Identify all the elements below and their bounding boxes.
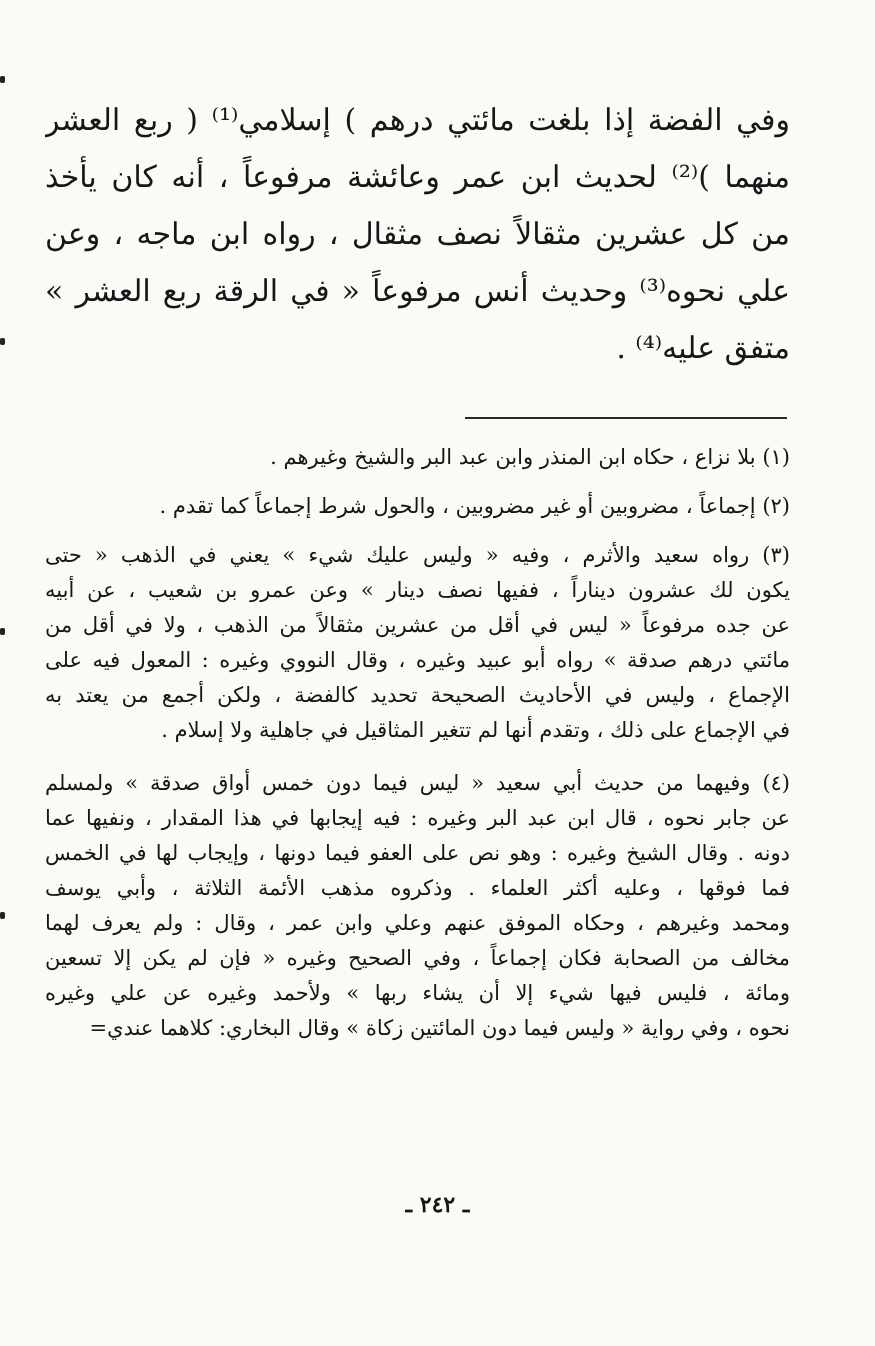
footnote-line: (٤) وفيهما من حديث أبي سعيد « ليس فيما دون خمس أواق صدقة » ولمسلم [45,771,790,795]
footnote-line: الإجماع ، وليس في الأحاديث الصحيحة تحديد كالفضة ، ولكن أجمع من يعتد به [45,683,790,707]
footnote-line: دونه . وقال الشيخ وغيره : وهو نص على العفو فيما دونها ، وإيجاب لها في الخمس [45,841,790,865]
footnote-line: ومائة ، فليس فيها شيء إلا أن يشاء ربها » ولأحمد وغيره عن علي وغيره [45,981,790,1005]
scan-edge-mark [0,628,5,635]
footnote-line: عن جابر نحوه ، قال ابن عبد البر وغيره : فيه إيجابها في هذا المقدار ، ونفيها عما [45,806,790,830]
scan-edge-mark [0,76,5,83]
footnote-line: (٢) إجماعاً ، مضروبين أو غير مضروبين ، والحول شرط إجماعاً كما تقدم . [159,494,790,518]
footnote-2 [45,489,790,524]
main-text-line: وفي الفضة إذا بلغت مائتي درهم ) إسلامي⁽¹⁾ ( ربع العشر [45,103,790,138]
footnote-line: (٣) رواه سعيد والأثرم ، وفيه « وليس عليك شيء » يعني في الذهب « حتى [45,543,790,567]
main-text [45,92,790,377]
footnote-line: ومحمد وغيرهم ، وحكاه الموفق عنهم وعلي وابن عمر ، وقال : ولم يعرف لهما [45,911,790,935]
footnote-line: مائتي درهم صدقة » رواه أبو عبيد وغيره ، وقال النووي وغيره : المعول فيه على [45,648,790,672]
main-text-line: متفق عليه⁽⁴⁾ . [616,331,790,366]
footnote-line: عن جده مرفوعاً « ليس في أقل من عشرين مثقالاً من الذهب ، ولا في أقل من [45,613,790,637]
footnote-1 [45,440,790,475]
scan-edge-mark [0,338,5,345]
scan-edge-mark [0,912,5,919]
footnote-separator [465,417,787,419]
page-number: ـ ٢٤٢ ـ [405,1192,470,1218]
footnote-line: فما فوقها ، وعليه أكثر العلماء . وذكروه مذهب الأئمة الثلاثة ، وأبي يوسف [45,876,790,900]
main-text-line: علي نحوه⁽³⁾ وحديث أنس مرفوعاً « في الرقة ربع العشر » [45,274,790,309]
footnote-line: مخالف من الصحابة فكان إجماعاً ، وفي الصحيح وغيره « فإن لم يكن إلا تسعين [45,946,790,970]
footnote-3 [45,538,790,748]
footnote-line: في الإجماع على ذلك ، وتقدم أنها لم تتغير المثاقيل في جاهلية ولا إسلام . [161,718,790,742]
footnote-line: (١) بلا نزاع ، حكاه ابن المنذر وابن عبد البر والشيخ وغيرهم . [270,445,790,469]
main-text-line: منهما )⁽²⁾ لحديث ابن عمر وعائشة مرفوعاً ، أنه كان يأخذ [45,160,790,195]
footnote-line: يكون لك عشرون ديناراً ، ففيها نصف دينار » وعن عمرو بن شعيب ، عن أبيه [45,578,790,602]
footnote-line: نحوه ، وفي رواية « وليس فيما دون المائتين زكاة » وقال البخاري: كلاهما عندي= [89,1016,790,1040]
main-text-line: من كل عشرين مثقالاً نصف مثقال ، رواه ابن ماجه ، وعن [45,217,790,252]
footnote-4 [45,766,790,1046]
footnotes [45,440,790,1046]
